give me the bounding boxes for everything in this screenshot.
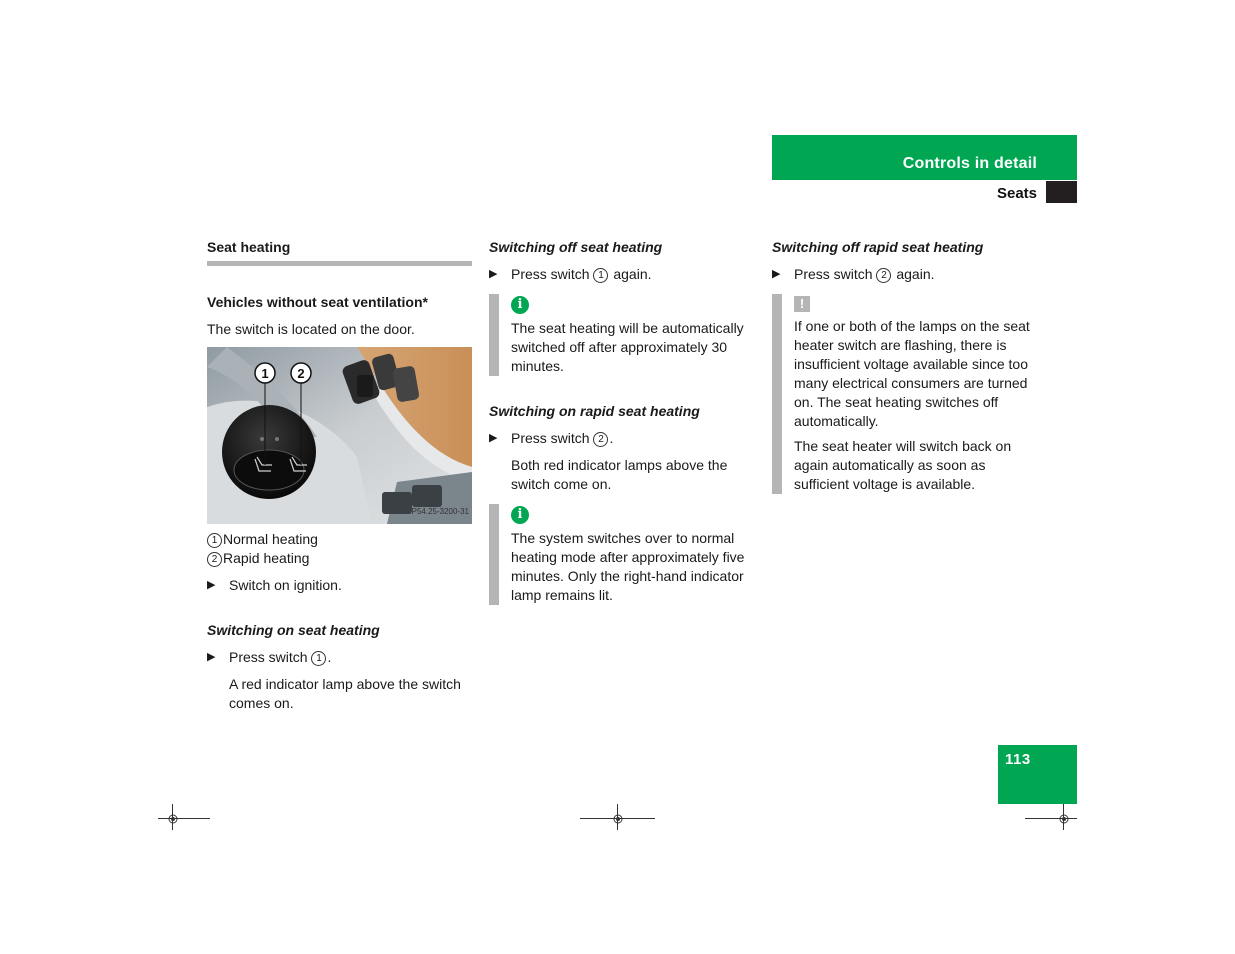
note-text: The system switches over to normal heating mode after approximately five minutes. Only the right-hand indicator lamp remains lit.	[511, 530, 745, 603]
page-number-box	[998, 745, 1077, 804]
step-text-prefix: Press switch	[229, 649, 308, 665]
info-icon: i	[511, 506, 529, 524]
legend-normal-text: Normal heating	[223, 531, 318, 547]
heading-switching-off: Switching off seat heating	[489, 239, 663, 255]
step-press-switch-2-again	[772, 265, 1042, 284]
crop-mark-right	[1025, 804, 1077, 834]
column-left	[207, 238, 472, 713]
warning-text-1: If one or both of the lamps on the seat heater switch are flashing, there is insufficient voltage available since too many electrical consumers are turned on. The seat heating switches off automatically.	[794, 318, 1030, 429]
result-text: A red indicator lamp above the switch comes on.	[229, 676, 461, 711]
photo-code: P54.25-3200-31	[411, 507, 469, 516]
number-2-icon: 2	[593, 432, 608, 447]
heading-seat-heating: Seat heating	[207, 238, 472, 266]
crop-mark-left	[158, 804, 210, 834]
callout-2-label: 2	[297, 366, 305, 381]
warning-note-voltage	[772, 294, 1042, 494]
note-text: The seat heating will be automatically switched off after approximately 30 minutes.	[511, 320, 744, 374]
step-text-prefix: Press switch	[511, 430, 590, 446]
result-text: Both red indicator lamps above the switch come on.	[511, 457, 728, 492]
step-press-switch-1-again	[489, 265, 754, 284]
step-text-prefix: Press switch	[794, 266, 873, 282]
callout-1-label: 1	[261, 366, 269, 381]
section-title: Controls in detail	[902, 155, 1037, 172]
intro-text: The switch is located on the door.	[207, 321, 415, 337]
subsection-tab	[1046, 181, 1077, 203]
number-1-icon: 1	[207, 533, 222, 548]
number-1-icon: 1	[593, 268, 608, 283]
step-text-suffix: .	[609, 430, 614, 446]
info-note-auto-off	[489, 294, 754, 376]
arrow-right-icon: ▶	[207, 651, 216, 663]
number-1-icon: 1	[311, 651, 326, 666]
heading-rapid-off: Switching off rapid seat heating	[772, 239, 984, 255]
legend-item-rapid	[207, 549, 472, 568]
arrow-right-icon: ▶	[772, 268, 781, 280]
legend-item-normal	[207, 530, 472, 549]
arrow-right-icon: ▶	[207, 579, 216, 591]
number-2-icon: 2	[876, 268, 891, 283]
number-2-icon: 2	[207, 552, 222, 567]
step-ignition-text: Switch on ignition.	[229, 577, 342, 593]
heading-switching-on: Switching on seat heating	[207, 622, 380, 638]
page-number: 113	[1005, 751, 1031, 768]
crop-mark-center	[580, 804, 655, 834]
note-bar	[489, 294, 499, 376]
warning-text-2: The seat heater will switch back on again automatically as soon as sufficient voltage is available.	[794, 438, 1012, 492]
note-bar	[489, 504, 499, 605]
info-icon: i	[511, 296, 529, 314]
subsection-title: Seats	[996, 185, 1037, 202]
door-switch-illustration	[207, 347, 472, 524]
step-press-switch-1	[207, 648, 472, 667]
step-text-prefix: Press switch	[511, 266, 590, 282]
step-ignition	[207, 576, 472, 595]
header-band	[772, 135, 1077, 180]
note-bar	[772, 294, 782, 494]
column-right	[772, 238, 1042, 494]
step-press-switch-2	[489, 429, 754, 448]
column-middle	[489, 238, 754, 605]
arrow-right-icon: ▶	[489, 432, 498, 444]
arrow-right-icon: ▶	[489, 268, 498, 280]
legend	[207, 530, 472, 568]
legend-rapid-text: Rapid heating	[223, 550, 310, 566]
step-text-suffix: again.	[613, 266, 652, 282]
door-switch-photo	[207, 347, 472, 524]
info-note-rapid-mode	[489, 504, 754, 605]
step-text-suffix: again.	[896, 266, 935, 282]
subheading-without-ventilation: Vehicles without seat ventilation*	[207, 294, 428, 310]
heading-rapid-on: Switching on rapid seat heating	[489, 403, 700, 419]
exclamation-icon: !	[794, 296, 810, 312]
step-text-suffix: .	[327, 649, 332, 665]
